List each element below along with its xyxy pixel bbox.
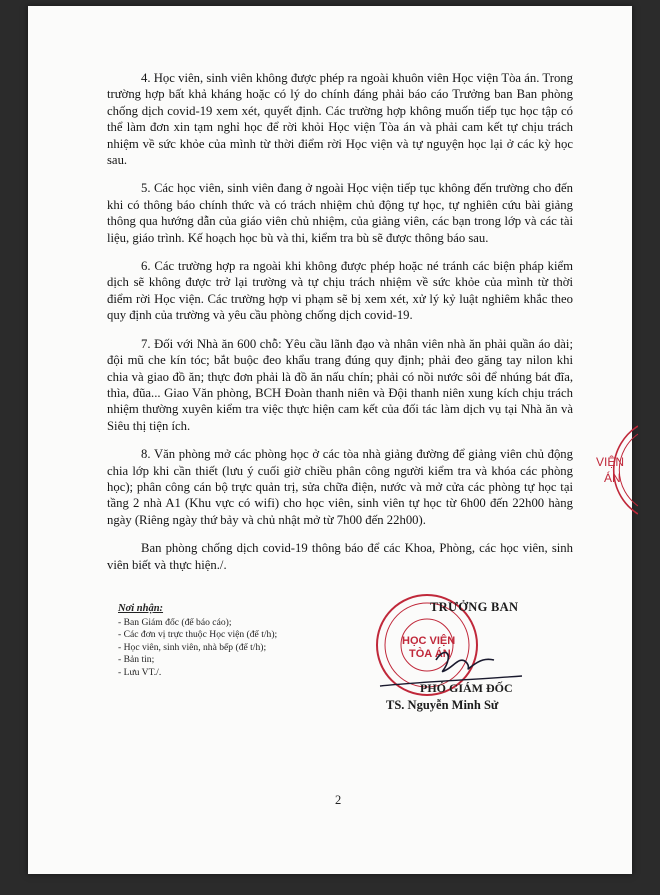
edge-seal-stamp — [582, 420, 638, 520]
recipient-item: - Các đơn vị trực thuộc Học viện (để t/h); — [118, 629, 278, 641]
recipient-item: - Học viên, sinh viên, nhà bếp (để t/h); — [118, 641, 267, 653]
signature-title: TRƯỞNG BAN — [430, 600, 519, 614]
recipients-title: Nơi nhận: — [118, 603, 164, 614]
recipient-item: - Lưu VT./. — [118, 666, 162, 678]
svg-text:ÁN: ÁN — [604, 471, 621, 485]
document-body — [107, 70, 573, 573]
paragraph-item-6: 6. Các trường hợp ra ngoài khi không được phép hoặc né tránh các biện pháp kiểm dịch sẽ không được trở lại trường và tự chịu trách nhiệm về sức khỏe của mình từ thời điểm rời Học viện. Các trường hợp vi phạm sẽ bị xem xét, xử lý kỷ luật nghiêm khắc theo quy định của trường và yêu cầu phòng chống dịch covid-19. — [107, 259, 573, 323]
signature-subtitle: PHÓ GIÁM ĐỐC — [420, 681, 513, 695]
paragraph-item-8: 8. Văn phòng mở các phòng học ở các tòa nhà giảng đường để giảng viên chủ động chia lớp khi cần thiết (lưu ý cuối giờ chiều phân công người kiểm tra và khóa các phòng học); phân công cán bộ trực quản trị, sửa chữa điện, nước và mở cửa các phòng tự học tại tầng 2 nhà A1 (Khu vực có wifi) cho học viên, sinh viên tự học từ 6h00 đến 22h00 hàng ngày (Riêng ngày thứ bảy và chủ nhật mở từ 7h00 đến 22h00). — [107, 447, 573, 527]
recipients-block — [118, 603, 368, 680]
svg-text:VIỆN: VIỆN — [596, 455, 625, 469]
svg-text:HỌC VIỆN: HỌC VIỆN — [402, 635, 456, 647]
recipient-item: - Bản tin; — [118, 654, 155, 666]
signer-name: TS. Nguyễn Minh Sử — [386, 698, 499, 712]
recipient-item: - Ban Giám đốc (để báo cáo); — [118, 616, 232, 628]
page-number: 2 — [335, 793, 342, 807]
closing-paragraph: Ban phòng chống dịch covid-19 thông báo để các Khoa, Phòng, các học viên, sinh viên biết và thực hiện./. — [107, 541, 573, 572]
paragraph-item-4: 4. Học viên, sinh viên không được phép ra ngoài khuôn viên Học viện Tòa án. Trong trường hợp bất khả kháng hoặc có lý do chính đáng phải báo cáo Trưởng ban Ban phòng chống dịch covid-19 xem xét, quyết định. Các trường hợp không muốn tiếp tục học tập có thể làm đơn xin tạm nghỉ học để rời khỏi Học viện Tòa án và phải cam kết tự chịu trách nhiệm về sức khỏe của mình từ thời điểm rời Học viện và tự nguyện học lại ở các kỳ học sau. — [107, 71, 573, 168]
paragraph-item-5: 5. Các học viên, sinh viên đang ở ngoài Học viện tiếp tục không đến trường cho đến khi có thông báo chính thức và có trách nhiệm chủ động tự học, tự nghiên cứu bài giảng thông qua hướng dẫn của giáo viên chủ nhiệm, của giảng viên, các bạn trong lớp và các tài liệu, giáo trình. Kế hoạch học bù và thi, kiểm tra bù sẽ được thông báo sau. — [107, 181, 573, 245]
svg-text:TÒA ÁN: TÒA ÁN — [409, 648, 451, 660]
signature-block — [380, 600, 580, 720]
paragraph-item-7: 7. Đối với Nhà ăn 600 chỗ: Yêu cầu lãnh đạo và nhân viên nhà ăn phải quần áo dài; đội mũ che kín tóc; bắt buộc đeo khẩu trang đúng quy định; phải đeo găng tay nilon khi chia và giao đồ ăn; thực đơn phải là đồ ăn nấu chín; phải có nồi nước sôi để nhúng bát đĩa, thìa, đũa... Giao Văn phòng, BCH Đoàn thanh niên và Đội thanh niên xung kích chịu trách nhiệm thường xuyên kiểm tra việc thực hiện cam kết của đối tác làm dịch vụ tại Nhà ăn và Siêu thị tiện ích. — [107, 336, 573, 433]
